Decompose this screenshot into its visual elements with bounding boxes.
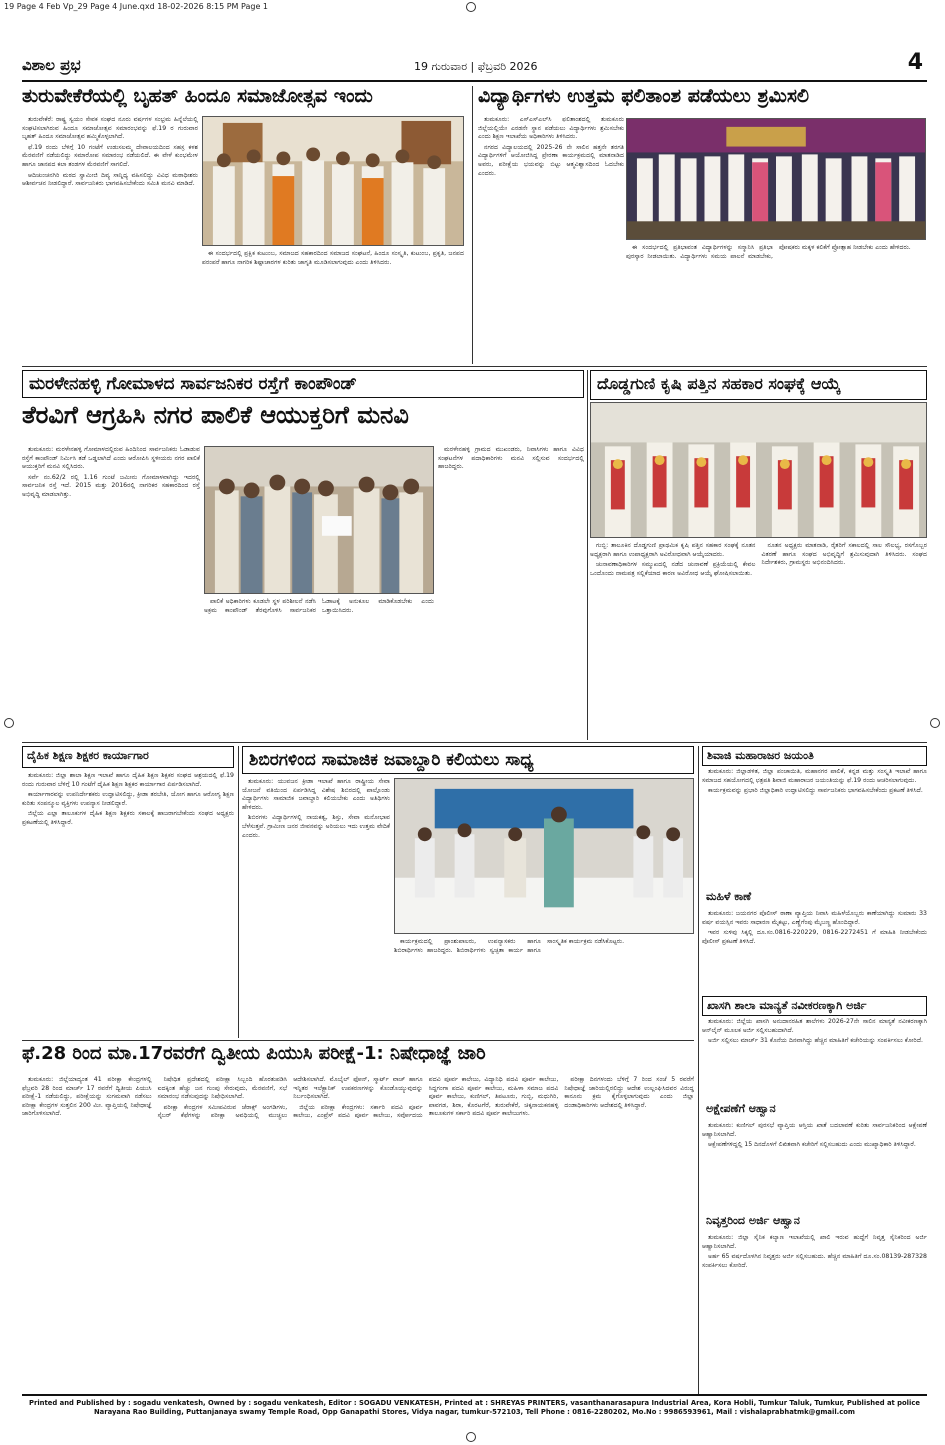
registration-mark-icon <box>466 2 476 12</box>
headline-nivruttha: ನಿವೃತ್ತರಿಂದ ಅರ್ಜಿ ಆಹ್ವಾನ <box>706 1214 800 1227</box>
article-body-khasagi <box>702 1018 927 1098</box>
article-body-nivruttha <box>702 1234 927 1390</box>
paragraph: ತುಮಕೂರು: ಎಸ್ಎಸ್ಎಲ್‌ಸಿ ಫಲಿತಾಂಶದಲ್ಲಿ ತುಮಕೂರು ಜಿಲ್ಲೆಯಲ್ಲಿಯೇ ಎರಡನೇ ಸ್ಥಾನ ಪಡೆಯಲು ವಿದ್ಯಾರ್ಥಿಗಳು ಶ್ರಮಿಸಬೇಕು ಎಂದು ಶಿಕ್ಷಣ ಇಲಾಖೆಯ ಅಧಿಕಾರಿಗಳು ತಿಳಿಸಿದರು. <box>478 116 624 141</box>
article-body-maralenahalli <box>22 446 200 738</box>
article-body-maralenahalli-cont <box>204 598 434 738</box>
paragraph: ಕಾರ್ಯಕ್ರಮದಲ್ಲಿ ಪ್ರಾಂಶುಪಾಲರು, ಉಪನ್ಯಾಸಕರು ಹಾಗೂ ಶಿಬಿರಾರ್ಥಿಗಳು ಹಾಜರಿದ್ದರು. ಶಿಬಿರಾರ್ಥಿಗಳು ಸ್ವಚ್ಛತಾ ಕಾರ್ಯ ಹಾಗೂ ಸಾಂಸ್ಕೃತಿಕ ಕಾರ್ಯಕ್ರಮ ನಡೆಸಿಕೊಟ್ಟರು. <box>394 938 625 954</box>
kicker-maralenahalli: ಮರಳೇನಹಳ್ಳಿ ಗೋಮಾಳದ ಸಾರ್ವಜನಿಕರ ರಸ್ತೆಗೆ ಕಾಂಪೌಂಡ್ <box>22 370 584 398</box>
paragraph: ಪಾಲಿಕೆ ಅಧಿಕಾರಿಗಳು ಕೂಡಲೇ ಸ್ಥಳ ಪರಿಶೀಲನೆ ನಡೆಸಿ ಅಕ್ರಮ ಕಾಂಪೌಂಡ್ ತೆರವುಗೊಳಿಸಿ ಸಾರ್ವಜನಿಕರ ಓಡಾಟಕ್ಕೆ ಅನುಕೂಲ ಮಾಡಿಕೊಡಬೇಕು ಎಂದು ಒತ್ತಾಯಿಸಿದರು. <box>204 598 434 614</box>
article-body-puc-exam <box>22 1076 694 1390</box>
paragraph: ತುರುವೇಕೆರೆ: ರಾಷ್ಟ್ರ ಸ್ವಯಂ ಸೇವಕ ಸಂಘದ ನೂರು ವರ್ಷಗಳ ಸಂಭ್ರಮ ಹಿನ್ನೆಲೆಯಲ್ಲಿ ಸಂಘಟಿಸಲಾಗಿರುವ ಹಿಂದೂ ಸಮಾಜೋತ್ಸವ ಸಮಾರಂಭವನ್ನು ಫೆ.19 ರ ಗುರುವಾರ ಬೃಹತ್ ಹಿಂದೂ ಸಮಾಜೋತ್ಸವ ಹಮ್ಮಿಕೊಳ್ಳಲಾಗಿದೆ. <box>22 116 198 141</box>
issue-date: 19 ಗುರುವಾರ | ಫೆಬ್ರವರಿ 2026 <box>414 60 538 73</box>
paragraph: ಪರೀಕ್ಷಾ ದಿನಗಳಂದು ಬೆಳಿಗ್ಗೆ 7 ರಿಂದ ಸಂಜೆ 5 ರವರೆಗೆ ನಿಷೇಧಾಜ್ಞೆ ಜಾರಿಯಲ್ಲಿರಲಿದ್ದು ಆದೇಶ ಉಲ್ಲಂಘಿಸಿದವರ ವಿರುದ್ಧ ಕಾನೂನು ಕ್ರಮ ಕೈಗೊಳ್ಳಲಾಗುವುದು ಎಂದು ಜಿಲ್ಲಾ ದಂಡಾಧಿಕಾರಿಗಳು ಆದೇಶದಲ್ಲಿ ತಿಳಿಸಿದ್ದಾರೆ. <box>564 1076 694 1109</box>
registration-mark-icon <box>4 718 14 728</box>
article-body-shivaji <box>702 768 927 886</box>
paragraph: ತುಮಕೂರು: ಕುಣಿಗಲ್ ಪುರಸಭೆ ವ್ಯಾಪ್ತಿಯ ಆಸ್ತಿಯ ಖಾತೆ ಬದಲಾವಣೆ ಕುರಿತು ಸಾರ್ವಜನಿಕರಿಂದ ಆಕ್ಷೇಪಣೆ ಆಹ್ವಾನಿಸಲಾಗಿದೆ. <box>702 1122 927 1138</box>
imprint-footer <box>22 1394 927 1418</box>
headline-shivaji: ಶಿವಾಜಿ ಮಹಾರಾಜರ ಜಯಂತಿ <box>702 746 927 766</box>
column-rule <box>587 370 588 740</box>
article-body-turuvekere <box>22 116 198 362</box>
photo-doddagunge-garlands <box>590 402 927 538</box>
paragraph: ತುಮಕೂರು: ಯುವಜನ ಕ್ರೀಡಾ ಇಲಾಖೆ ಹಾಗೂ ರಾಷ್ಟ್ರೀಯ ಸೇವಾ ಯೋಜನೆ ವತಿಯಿಂದ ಏರ್ಪಡಿಸಿದ್ದ ವಿಶೇಷ ಶಿಬಿರದಲ್ಲಿ ಪಾಲ್ಗೊಂಡು ವಿದ್ಯಾರ್ಥಿಗಳು ಸಾಮಾಜಿಕ ಜವಾಬ್ದಾರಿ ಕಲಿಯಬೇಕು ಎಂದು ಅತಿಥಿಗಳು ಹೇಳಿದರು. <box>242 778 390 811</box>
article-body-vidyarthi <box>478 116 624 362</box>
paragraph: ನೂತನ ಅಧ್ಯಕ್ಷರು ಮಾತನಾಡಿ, ರೈತರಿಗೆ ಸಕಾಲದಲ್ಲಿ ಸಾಲ ಸೌಲಭ್ಯ, ರಸಗೊಬ್ಬರ ವಿತರಣೆ ಹಾಗೂ ಸಂಘದ ಅಭಿವೃದ್ಧಿಗೆ ಶ್ರಮಿಸುವುದಾಗಿ ತಿಳಿಸಿದರು. ಸಂಘದ ನಿರ್ದೇಶಕರು, ಗ್ರಾಮಸ್ಥರು ಅಭಿನಂದಿಸಿದರು. <box>761 542 927 567</box>
paragraph: ಫೆ.19 ರಂದು ಬೆಳಿಗ್ಗೆ 10 ಗಂಟೆಗೆ ಉಡುಸಲಮ್ಮ ದೇವಾಲಯದಿಂದ ಸಹಸ್ರ ಕಳಶ ಮೆರವಣಿಗೆ ನಡೆಯಲಿದ್ದು ಸಮಾರೋಪ ಸಮಾರಂಭ ನಡೆಯಲಿದೆ. ಈ ವೇಳೆ ಕುಂಭಮೇಳ ಹಾಗೂ ಜಾನಪದ ಕಲಾ ತಂಡಗಳ ಮೆರವಣಿಗೆ ಸಾಗಲಿದೆ. <box>22 143 198 168</box>
article-body-shikshaka <box>22 772 234 1036</box>
paragraph: ಸರ್ವೆ ನಂ.62/2 ರಲ್ಲಿ 1.16 ಗುಂಟೆ ಜಮೀನು ಗೋಮಾಳವಾಗಿದ್ದು ಇದರಲ್ಲಿ ಸಾರ್ವಜನಿಕ ರಸ್ತೆ ಇದೆ. 2015 ಮತ್ತು 2016ರಲ್ಲಿ ನಾಗರಿಕರ ಸಹಕಾರದಿಂದ ರಸ್ತೆ ಅಭಿವೃದ್ಧಿ ಮಾಡಲಾಗಿತ್ತು. <box>22 473 200 498</box>
photo-shibira-stage <box>394 778 694 934</box>
paragraph: ತುಮಕೂರು: ಜಿಲ್ಲೆಯಾದ್ಯಂತ 41 ಪರೀಕ್ಷಾ ಕೇಂದ್ರಗಳಲ್ಲಿ ಫೆಬ್ರವರಿ 28 ರಿಂದ ಮಾರ್ಚ್ 17 ರವರೆಗೆ ದ್ವಿತೀಯ ಪಿಯುಸಿ ಪರೀಕ್ಷೆ-1 ನಡೆಯಲಿದ್ದು, ಪರೀಕ್ಷೆಯನ್ನು ಸುಗಮವಾಗಿ ನಡೆಸಲು ಪರೀಕ್ಷಾ ಕೇಂದ್ರಗಳ ಸುತ್ತಲಿನ 200 ಮೀ. ವ್ಯಾಪ್ತಿಯಲ್ಲಿ ನಿಷೇಧಾಜ್ಞೆ ಜಾರಿಗೊಳಿಸಲಾಗಿದೆ. <box>22 1076 152 1118</box>
paragraph: ಪರೀಕ್ಷಾ ಕೇಂದ್ರಗಳ ಸಮೀಪವಿರುವ ಜೆರಾಕ್ಸ್ ಅಂಗಡಿಗಳು, ಸೈಬರ್ ಕೆಫೆಗಳನ್ನು ಪರೀಕ್ಷಾ ಅವಧಿಯಲ್ಲಿ ಮುಚ್ಚಲು ಆದೇಶಿಸಲಾಗಿದೆ. ಮೊಬೈಲ್ ಫೋನ್, ಸ್ಮಾರ್ಟ್ ವಾಚ್ ಹಾಗೂ ಇನ್ನಿತರ ಇಲೆಕ್ಟ್ರಾನಿಕ್ ಉಪಕರಣಗಳನ್ನು ಕೊಂಡೊಯ್ಯುವುದನ್ನು ನಿರ್ಬಂಧಿಸಲಾಗಿದೆ. <box>157 1076 423 1120</box>
headline-mahile: ಮಹಿಳೆ ಕಾಣೆ <box>706 890 752 903</box>
headline-doddagunge: ದೊಡ್ಡಗುಣಿ ಕೃಷಿ ಪತ್ತಿನ ಸಹಕಾರ ಸಂಘಕ್ಕೆ ಆಯ್ಕೆ <box>590 370 927 400</box>
headline-shibira: ಶಿಬಿರಗಳಿಂದ ಸಾಮಾಜಿಕ ಜವಾಬ್ದಾರಿ ಕಲಿಯಲು ಸಾಧ್ಯ <box>242 746 694 774</box>
paragraph: ಈ ಸಂದರ್ಭದಲ್ಲಿ ಪ್ರಕ್ಷಿಕ ಕುಟುಂಬ, ಸಮಾಜದ ಸಹಕಾರದಿಂದ ಸಮಾಜದ ಸಂಘಟನೆ, ಹಿಂದೂ ಸಂಸ್ಕೃತಿ, ಕುಟುಂಬ, ಪ್ರಕೃತಿ, ಜನಪದ ಪರಂಪರೆ ಹಾಗೂ ನಾಗರಿಕ ಶಿಷ್ಟಾಚಾರಗಳ ಕುರಿತು ಜಾಗೃತಿ ಮೂಡಿಸಲಾಗುವುದು ಎಂದು ತಿಳಿಸಿದರು. <box>202 250 464 266</box>
paragraph: ತುಮಕೂರು: ಮರಳೇನಹಳ್ಳಿ ಗೋಮಾಳದಲ್ಲಿರುವ ಹಿಂದಿನಿಂದ ಸಾರ್ವಜನಿಕರು ಓಡಾಡುವ ರಸ್ತೆಗೆ ಕಾಂಪೌಂಡ್ ನಿರ್ಮಿಸಿ ತಡೆ ಒಡ್ಡಲಾಗಿದೆ ಎಂದು ಆರೋಪಿಸಿ ಸ್ಥಳೀಯರು ನಗರ ಪಾಲಿಕೆ ಆಯುಕ್ತರಿಗೆ ಮನವಿ ಸಲ್ಲಿಸಿದರು. <box>22 446 200 471</box>
imprint-line: Narayana Rao Building, Puttanjanaya swamy Temple Road, Opp Ganapathi Stores, Vidya nagar, tumkur-572103, Tell Phone : 0816-2280202, Mo.No : 9986593961, Mail : vishalaprabhatmk@gmail.com <box>93 1408 856 1416</box>
article-body-doddagunge <box>590 542 927 738</box>
paragraph: ಆದಿಚುಂಚನಗಿರಿ ಮಠದ ಸ್ವಾಮೀಜಿ ದಿವ್ಯ ಸಾನ್ನಿಧ್ಯ ವಹಿಸಲಿದ್ದು ವಿವಿಧ ಮಠಾಧೀಶರು ಆಶೀರ್ವಚನ ನೀಡಲಿದ್ದಾರೆ. ಸಾರ್ವಜನಿಕರು ಭಾಗವಹಿಸಬೇಕೆಂದು ಸಮಿತಿ ಮನವಿ ಮಾಡಿದೆ. <box>22 171 198 188</box>
paragraph: ಚುನಾವಣಾಧಿಕಾರಿಗಳ ಸಮ್ಮುಖದಲ್ಲಿ ನಡೆದ ಚುನಾವಣೆ ಪ್ರಕ್ರಿಯೆಯಲ್ಲಿ ಕೇವಲ ಒಂದೊಂದು ನಾಮಪತ್ರ ಸಲ್ಲಿಕೆಯಾದ ಕಾರಣ ಅವಿರೋಧ ಆಯ್ಕೆ ಘೋಷಿಸಲಾಯಿತು. <box>590 561 756 577</box>
paragraph: ನಿಷೇಧಿತ ಪ್ರದೇಶದಲ್ಲಿ ಪರೀಕ್ಷಾ ಸಿಬ್ಬಂದಿ ಹೊರತುಪಡಿಸಿ ಐದಕ್ಕಿಂತ ಹೆಚ್ಚು ಜನ ಗುಂಪು ಸೇರುವುದು, ಮೆರವಣಿಗೆ, ಸಭೆ ಸಮಾರಂಭ ನಡೆಸುವುದನ್ನು ನಿಷೇಧಿಸಲಾಗಿದೆ. <box>157 1076 288 1101</box>
article-body-vidyarthi-cont <box>626 244 926 362</box>
paragraph: ಜಿಲ್ಲೆಯ ಎಲ್ಲಾ ತಾಲೂಕುಗಳ ದೈಹಿಕ ಶಿಕ್ಷಣ ಶಿಕ್ಷಕರು ಸಕಾಲಕ್ಕೆ ಹಾಜರಾಗಬೇಕೆಂದು ಸಂಘದ ಅಧ್ಯಕ್ಷರು ಪ್ರಕಟಣೆಯಲ್ಲಿ ತಿಳಿಸಿದ್ದಾರೆ. <box>22 810 234 826</box>
headline-vidyarthi: ವಿದ್ಯಾರ್ಥಿಗಳು ಉತ್ತಮ ಫಲಿತಾಂಶ ಪಡೆಯಲು ಶ್ರಮಿಸಲಿ <box>478 86 810 107</box>
paragraph: ಕಾರ್ಯಕ್ರಮವನ್ನು ಪ್ರಭಾರಿ ಜಿಲ್ಲಾಧಿಕಾರಿ ಉದ್ಘಾಟಿಸಲಿದ್ದು ಸಾರ್ವಜನಿಕರು ಭಾಗವಹಿಸಬೇಕೆಂದು ಪ್ರಕಟಣೆ ತಿಳಿಸಿದೆ. <box>708 787 923 795</box>
paragraph: ತುಮಕೂರು: ಜಿಲ್ಲೆಯ ಖಾಸಗಿ ಅನುದಾನರಹಿತ ಶಾಲೆಗಳು 2026-27ನೇ ಸಾಲಿನ ಮಾನ್ಯತೆ ನವೀಕರಣಕ್ಕಾಗಿ ಆನ್‌ಲೈನ್ ಮೂಲಕ ಅರ್ಜಿ ಸಲ್ಲಿಸಬಹುದಾಗಿದೆ. <box>702 1018 927 1034</box>
paragraph: ಶಿಬಿರಗಳು ವಿದ್ಯಾರ್ಥಿಗಳಲ್ಲಿ ನಾಯಕತ್ವ, ಶಿಸ್ತು, ಸೇವಾ ಮನೋಭಾವ ಬೆಳೆಸುತ್ತವೆ. ಗ್ರಾಮೀಣ ಜನರ ಜೀವನವನ್ನು ಅರಿಯಲು ಇದು ಉತ್ತಮ ವೇದಿಕೆ ಎಂದರು. <box>242 814 390 839</box>
registration-mark-icon <box>930 718 940 728</box>
paragraph: ಗುಬ್ಬಿ: ತಾಲೂಕಿನ ದೊಡ್ಡಗುಣಿ ಪ್ರಾಥಮಿಕ ಕೃಷಿ ಪತ್ತಿನ ಸಹಕಾರ ಸಂಘಕ್ಕೆ ನೂತನ ಅಧ್ಯಕ್ಷರಾಗಿ ಹಾಗೂ ಉಪಾಧ್ಯಕ್ಷರಾಗಿ ಅವಿರೋಧವಾಗಿ ಆಯ್ಕೆಯಾದರು. <box>590 542 756 558</box>
article-body-turuvekere-cont <box>202 250 464 362</box>
column-rule <box>698 746 699 1394</box>
paragraph: ಇವರ ಸುಳಿವು ಸಿಕ್ಕಲ್ಲಿ ದೂ.ಸಂ.0816-220229, 0816-2272451 ಗೆ ಮಾಹಿತಿ ನೀಡಬೇಕೆಂದು ಪೊಲೀಸ್ ಪ್ರಕಟಣೆ ತಿಳಿಸಿದೆ. <box>702 929 927 945</box>
column-rule <box>472 86 473 364</box>
photo-vidyarthi-felicitation <box>626 118 926 240</box>
article-body-mahile <box>702 910 927 994</box>
page-number: 4 <box>907 50 923 75</box>
paragraph: ನಗರದ ವಿದ್ಯಾಲಯದಲ್ಲಿ 2025-26 ನೇ ಸಾಲಿನ ಹತ್ತನೇ ತರಗತಿ ವಿದ್ಯಾರ್ಥಿಗಳಿಗೆ ಆಯೋಜಿಸಿದ್ದ ಪ್ರೇರಣಾ ಕಾರ್ಯಕ್ರಮದಲ್ಲಿ ಮಾತನಾಡಿದ ಅವರು, ಪರೀಕ್ಷೆಯ ಭಯವನ್ನು ಬಿಟ್ಟು ಆತ್ಮವಿಶ್ವಾಸದಿಂದ ಓದಬೇಕು ಎಂದರು. <box>478 143 624 177</box>
paragraph: ಅರ್ಹ 65 ವರ್ಷದೊಳಗಿನ ನಿವೃತ್ತರು ಅರ್ಜಿ ಸಲ್ಲಿಸಬಹುದು. ಹೆಚ್ಚಿನ ಮಾಹಿತಿಗೆ ದೂ.ಸಂ.08139-287328 ಸಂಪರ್ಕಿಸಲು ಕೋರಿದೆ. <box>702 1253 927 1269</box>
paragraph: ಕಾರ್ಯಾಗಾರವನ್ನು ಉಪನಿರ್ದೇಶಕರು ಉದ್ಘಾಟಿಸಲಿದ್ದು, ಕ್ರೀಡಾ ತರಬೇತಿ, ಯೋಗ ಹಾಗೂ ಆರೋಗ್ಯ ಶಿಕ್ಷಣ ಕುರಿತು ಸಂಪನ್ಮೂಲ ವ್ಯಕ್ತಿಗಳು ಉಪನ್ಯಾಸ ನೀಡಲಿದ್ದಾರೆ. <box>22 791 234 807</box>
headline-akshepane: ಅಕ್ಷೇಪಣೆಗೆ ಆಹ್ವಾನ <box>706 1102 776 1115</box>
paragraph: ತುಮಕೂರು: ಜಿಲ್ಲಾ ಶಾಲಾ ಶಿಕ್ಷಣ ಇಲಾಖೆ ಹಾಗೂ ದೈಹಿಕ ಶಿಕ್ಷಣ ಶಿಕ್ಷಕರ ಸಂಘದ ಆಶ್ರಯದಲ್ಲಿ ಫೆ.19 ರಂದು ಗುರುವಾರ ಬೆಳಿಗ್ಗೆ 10 ಗಂಟೆಗೆ ದೈಹಿಕ ಶಿಕ್ಷಣ ಶಿಕ್ಷಕರ ಕಾರ್ಯಾಗಾರ ಏರ್ಪಡಿಸಲಾಗಿದೆ. <box>22 772 234 788</box>
photo-maralenahalli-memorandum <box>204 446 434 594</box>
paragraph: ತುಮಕೂರು: ಜಿಲ್ಲಾ ಸೈನಿಕ ಕಲ್ಯಾಣ ಇಲಾಖೆಯಲ್ಲಿ ಖಾಲಿ ಇರುವ ಹುದ್ದೆಗೆ ನಿವೃತ್ತ ಸೈನಿಕರಿಂದ ಅರ್ಜಿ ಆಹ್ವಾನಿಸಲಾಗಿದೆ. <box>702 1234 927 1250</box>
section-rule <box>22 366 927 367</box>
article-body-shibira-cont <box>394 938 694 1036</box>
section-rule <box>22 742 927 743</box>
print-slug: 19 Page 4 Feb Vp_29 Page 4 June.qxd 18-02-2026 8:15 PM Page 1 <box>4 2 268 11</box>
article-body-shibira <box>242 778 390 1036</box>
article-body-akshepane <box>702 1122 927 1208</box>
headline-shikshaka: ದೈಹಿಕ ಶಿಕ್ಷಣ ಶಿಕ್ಷಕರ ಕಾರ್ಯಾಗಾರ <box>22 746 234 768</box>
paragraph: ಈ ಸಂದರ್ಭದಲ್ಲಿ ಪ್ರತಿಭಾವಂತ ವಿದ್ಯಾರ್ಥಿಗಳನ್ನು ಸನ್ಮಾನಿಸಿ ಪ್ರತಿಭಾ ಪುರಸ್ಕಾರ ನೀಡಲಾಯಿತು. ವಿದ್ಯಾರ್ಥಿಗಳು ಸಮಯ ಪಾಲನೆ ಮಾಡಬೇಕು, ಪೋಷಕರು ಮಕ್ಕಳ ಕಲಿಕೆಗೆ ಪ್ರೋತ್ಸಾಹ ನೀಡಬೇಕು ಎಂದು ಹೇಳಿದರು. <box>626 244 911 260</box>
registration-mark-icon <box>466 1432 476 1442</box>
article-body-maralenahalli-cont2 <box>438 446 584 738</box>
headline-khasagi: ಖಾಸಗಿ ಶಾಲಾ ಮಾನ್ಯತೆ ನವೀಕರಣಕ್ಕಾಗಿ ಅರ್ಜಿ <box>702 996 927 1016</box>
masthead <box>22 50 927 82</box>
paragraph: ಅರ್ಜಿ ಸಲ್ಲಿಸಲು ಮಾರ್ಚ್ 31 ಕೊನೆಯ ದಿನವಾಗಿದ್ದು ಹೆಚ್ಚಿನ ಮಾಹಿತಿಗೆ ಕಚೇರಿಯನ್ನು ಸಂಪರ್ಕಿಸಲು ಕೋರಿದೆ. <box>708 1037 924 1045</box>
headline-turuvekere: ತುರುವೇಕೆರೆಯಲ್ಲಿ ಬೃಹತ್ ಹಿಂದೂ ಸಮಾಜೋತ್ಸವ ಇಂದು <box>22 86 373 107</box>
headline-maralenahalli: ತೆರವಿಗೆ ಆಗ್ರಹಿಸಿ ನಗರ ಪಾಲಿಕೆ ಆಯುಕ್ತರಿಗೆ ಮನವಿ <box>22 402 409 429</box>
photo-turuvekere-group <box>202 116 464 246</box>
newspaper-brand: ವಿಶಾಲ ಪ್ರಭ <box>22 56 81 74</box>
paragraph: ತುಮಕೂರು: ಜಯನಗರ ಪೊಲೀಸ್ ಠಾಣಾ ವ್ಯಾಪ್ತಿಯ ನಿವಾಸಿ ಮಹಿಳೆಯೊಬ್ಬರು ಕಾಣೆಯಾಗಿದ್ದು ಸುಮಾರು 33 ವರ್ಷ ವಯಸ್ಸಿನ ಇವರು ಸಾಧಾರಣ ಮೈಕಟ್ಟು, ಎಣ್ಣೆಗೆಂಪು ಮೈಬಣ್ಣ ಹೊಂದಿದ್ದಾರೆ. <box>702 910 927 926</box>
section-rule <box>22 1040 694 1041</box>
paragraph: ಮರಳೇನಹಳ್ಳಿ ಗ್ರಾಮದ ಮುಖಂಡರು, ನಿವಾಸಿಗಳು ಹಾಗೂ ವಿವಿಧ ಸಂಘಟನೆಗಳ ಪದಾಧಿಕಾರಿಗಳು ಮನವಿ ಸಲ್ಲಿಸುವ ಸಂದರ್ಭದಲ್ಲಿ ಹಾಜರಿದ್ದರು. <box>438 446 584 471</box>
paragraph: ಆಕ್ಷೇಪಣೆಗಳಿದ್ದಲ್ಲಿ 15 ದಿನದೊಳಗೆ ಲಿಖಿತವಾಗಿ ಕಚೇರಿಗೆ ಸಲ್ಲಿಸಬಹುದು ಎಂದು ಮುಖ್ಯಾಧಿಕಾರಿ ತಿಳಿಸಿದ್ದಾರೆ. <box>708 1141 916 1149</box>
column-rule <box>238 746 239 1038</box>
headline-puc-exam: ಫೆ.28 ರಿಂದ ಮಾ.17ರವರೆಗೆ ದ್ವಿತೀಯ ಪಿಯುಸಿ ಪರೀಕ್ಷೆ-1: ನಿಷೇಧಾಜ್ಞೆ ಜಾರಿ <box>22 1044 486 1064</box>
imprint-line: Printed and Published by : sogadu venkatesh, Owned by : sogadu venkatesh, Editor : SOGADU VENKATESH, Printed at : SHREYAS PRINTERS, vasanthanarasapura Industrial Area, Kora Hobli, Tumkur Taluk, Tumkur, Published at police <box>29 1399 920 1407</box>
paragraph: ಜಿಲ್ಲೆಯ ಪರೀಕ್ಷಾ ಕೇಂದ್ರಗಳು: ಸರ್ಕಾರಿ ಪದವಿ ಪೂರ್ವ ಕಾಲೇಜು, ಎಂಪ್ರೆಸ್ ಪದವಿ ಪೂರ್ವ ಕಾಲೇಜು, ಸರ್ವೋದಯ ಪದವಿ ಪೂರ್ವ ಕಾಲೇಜು, ವಿದ್ಯಾನಿಧಿ ಪದವಿ ಪೂರ್ವ ಕಾಲೇಜು, ಸಿದ್ದಗಂಗಾ ಪದವಿ ಪೂರ್ವ ಕಾಲೇಜು, ಮಹಿಳಾ ಸಮಾಜ ಪದವಿ ಪೂರ್ವ ಕಾಲೇಜು, ಕುಣಿಗಲ್, ತಿಪಟೂರು, ಗುಬ್ಬಿ, ಮಧುಗಿರಿ, ಪಾವಗಡ, ಶಿರಾ, ಕೊರಟಗೆರೆ, ತುರುವೇಕೆರೆ, ಚಿಕ್ಕನಾಯಕನಹಳ್ಳಿ ತಾಲೂಕುಗಳ ಸರ್ಕಾರಿ ಪದವಿ ಪೂರ್ವ ಕಾಲೇಜುಗಳು. <box>293 1076 559 1120</box>
paragraph: ತುಮಕೂರು: ಜಿಲ್ಲಾಡಳಿತ, ಜಿಲ್ಲಾ ಪಂಚಾಯಿತಿ, ಮಹಾನಗರ ಪಾಲಿಕೆ, ಕನ್ನಡ ಮತ್ತು ಸಂಸ್ಕೃತಿ ಇಲಾಖೆ ಹಾಗೂ ಸಮಾಜದ ಸಹಯೋಗದಲ್ಲಿ ಛತ್ರಪತಿ ಶಿವಾಜಿ ಮಹಾರಾಜರ ಜಯಂತಿಯನ್ನು ಫೆ.19 ರಂದು ಆಚರಿಸಲಾಗುವುದು. <box>702 768 927 784</box>
